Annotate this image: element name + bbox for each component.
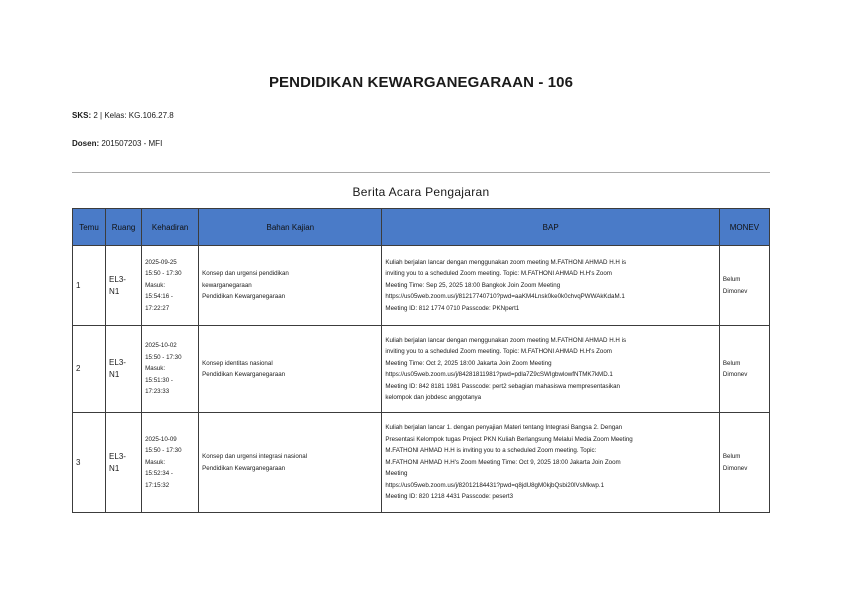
bap-line: M.FATHONI AHMAD H.H's Zoom Meeting Time: Oct 9, 2025 18:00 Jakarta Join Zoom — [385, 458, 621, 466]
dosen-line — [72, 139, 162, 148]
kehadiran-line: Masuk: — [145, 281, 166, 289]
bap-line: inviting you to a scheduled Zoom meeting. Topic: M.FATHONI AHMAD H.H's Zoom — [385, 348, 612, 355]
bap-line: Kuliah berjalan lancar 1. dengan penyajian Materi tentang Integrasi Bangsa 2. Dengan — [385, 424, 623, 432]
section-title: Berita Acara Pengajaran — [352, 185, 490, 199]
table-header-row — [73, 209, 770, 246]
monev-line: Dimonev — [722, 464, 748, 472]
ruang-line: N1 — [109, 286, 120, 296]
cell-kehadiran — [142, 326, 199, 413]
monev-line: Belum — [722, 276, 741, 283]
cell-bahan-kajian — [199, 413, 382, 513]
kehadiran-line: 2025-10-09 — [145, 435, 177, 443]
monev-line: Dimonev — [722, 287, 748, 295]
cell-ruang — [106, 413, 142, 513]
sks-kelas-value: 2 | Kelas: KG.106.27.8 — [93, 111, 174, 120]
sks-label: SKS: — [72, 111, 92, 120]
bap-line: Meeting ID: 812 1774 0710 Passcode: PKNpert1 — [385, 304, 520, 312]
cell-ruang — [106, 246, 142, 326]
bahan-line: Pendidikan Kewarganegaraan — [202, 371, 286, 378]
sks-kelas-line — [72, 111, 174, 120]
cell-bap — [382, 326, 719, 413]
bap-line: Meeting ID: 820 1218 4431 Passcode: pesert3 — [385, 493, 514, 501]
kehadiran-line: 17:23:33 — [145, 388, 170, 396]
cell-bahan-kajian — [199, 326, 382, 413]
kehadiran-line: 15:52:34 - — [145, 470, 173, 478]
bap-line: Meeting Time: Sep 25, 2025 18:00 Bangkok Join Zoom Meeting — [385, 281, 561, 289]
kehadiran-line: 15:51:30 - — [145, 376, 173, 384]
column-header-monev: MONEV — [719, 209, 769, 246]
column-header-temu: Temu — [73, 209, 106, 246]
ruang-line: EL3- — [109, 274, 126, 284]
bap-table — [72, 208, 770, 513]
kehadiran-line: 15:50 - 17:30 — [145, 447, 182, 455]
bap-line: https://us05web.zoom.us/j/81217740710?pwd=aaKM4Lnsk0ke0k0chvqPWWAkKdaM.1 — [385, 293, 625, 301]
bap-line: https://us05web.zoom.us/j/84281811981?pwd=pdla7Z9cSWIgbwlowfNTMK7kMD.1 — [385, 371, 613, 378]
kehadiran-line: 15:54:16 - — [145, 293, 173, 301]
bap-line: Meeting — [385, 470, 408, 478]
course-title: PENDIDIKAN KEWARGANEGARAAN - 106 — [268, 74, 574, 91]
column-header-kehadiran: Kehadiran — [142, 209, 199, 246]
table-row — [73, 326, 770, 413]
bap-line: inviting you to a scheduled Zoom meeting. Topic: M.FATHONI AHMAD H.H's Zoom — [385, 270, 612, 278]
bahan-line: Pendidikan Kewarganegaraan — [202, 293, 286, 301]
table-row — [73, 413, 770, 513]
dosen-label: Dosen: — [72, 139, 100, 148]
cell-bap — [382, 246, 719, 326]
cell-kehadiran — [142, 413, 199, 513]
cell-monev — [719, 413, 769, 513]
kehadiran-line: Masuk: — [145, 365, 166, 373]
dosen-value: 201507203 - MFI — [101, 139, 163, 148]
cell-ruang — [106, 326, 142, 413]
bap-line: https://us05web.zoom.us/j/82012184431?pwd=q8jdU8gM0kjbQsbi20lVsMkwp.1 — [385, 481, 605, 489]
cell-monev — [719, 326, 769, 413]
cell-temu: 3 — [73, 413, 106, 513]
bap-line: Kuliah berjalan lancar dengan menggunakan zoom meeting M.FATHONI AHMAD H.H is — [385, 258, 627, 266]
kehadiran-line: 2025-09-25 — [145, 258, 177, 266]
ruang-line: EL3- — [109, 358, 126, 367]
bap-line: Meeting Time: Oct 2, 2025 18:00 Jakarta Join Zoom Meeting — [385, 359, 552, 367]
kehadiran-line: Masuk: — [145, 458, 166, 466]
cell-bahan-kajian — [199, 246, 382, 326]
cell-temu: 1 — [73, 246, 106, 326]
table-row — [73, 246, 770, 326]
kehadiran-line: 2025-10-02 — [145, 342, 177, 350]
ruang-line: EL3- — [109, 451, 126, 461]
ruang-line: N1 — [109, 463, 120, 473]
kehadiran-line: 15:50 - 17:30 — [145, 270, 182, 278]
bap-line: Presentasi Kelompok tugas Project PKN Kuliah Berlangsung Melalui Media Zoom Meeting — [385, 435, 633, 443]
bap-line: M.FATHONI AHMAD H.H is inviting you to a scheduled Zoom meeting. Topic: — [385, 447, 597, 455]
kehadiran-line: 17:15:32 — [145, 481, 170, 489]
bahan-line: Konsep dan urgensi pendidikan — [202, 270, 289, 278]
bap-line: kelompok dan jobdesc anggotanya — [385, 394, 482, 401]
bahan-line: Konsep dan urgensi integrasi nasional — [202, 453, 308, 460]
bahan-line: Pendidikan Kewarganegaraan — [202, 464, 286, 472]
cell-temu: 2 — [73, 326, 106, 413]
ruang-line: N1 — [109, 370, 120, 379]
kehadiran-line: 15:50 - 17:30 — [145, 353, 182, 361]
horizontal-divider — [72, 172, 770, 173]
monev-line: Dimonev — [722, 371, 748, 378]
column-header-ruang: Ruang — [106, 209, 142, 246]
bap-line: Meeting ID: 842 8181 1981 Passcode: pert2 sebagian mahasiswa mempresentasikan — [385, 382, 621, 390]
kehadiran-line: 17:22:27 — [145, 304, 170, 312]
monev-line: Belum — [722, 453, 741, 460]
cell-monev — [719, 246, 769, 326]
bahan-line: Konsep identitas nasional — [202, 359, 273, 367]
cell-bap — [382, 413, 719, 513]
cell-kehadiran — [142, 246, 199, 326]
column-header-bap: BAP — [382, 209, 719, 246]
column-header-bahan-kajian: Bahan Kajian — [199, 209, 382, 246]
bahan-line: kewarganegaraan — [202, 281, 252, 289]
monev-line: Belum — [722, 359, 741, 367]
bap-line: Kuliah berjalan lancar dengan menggunakan zoom meeting M.FATHONI AHMAD H.H is — [385, 336, 627, 344]
